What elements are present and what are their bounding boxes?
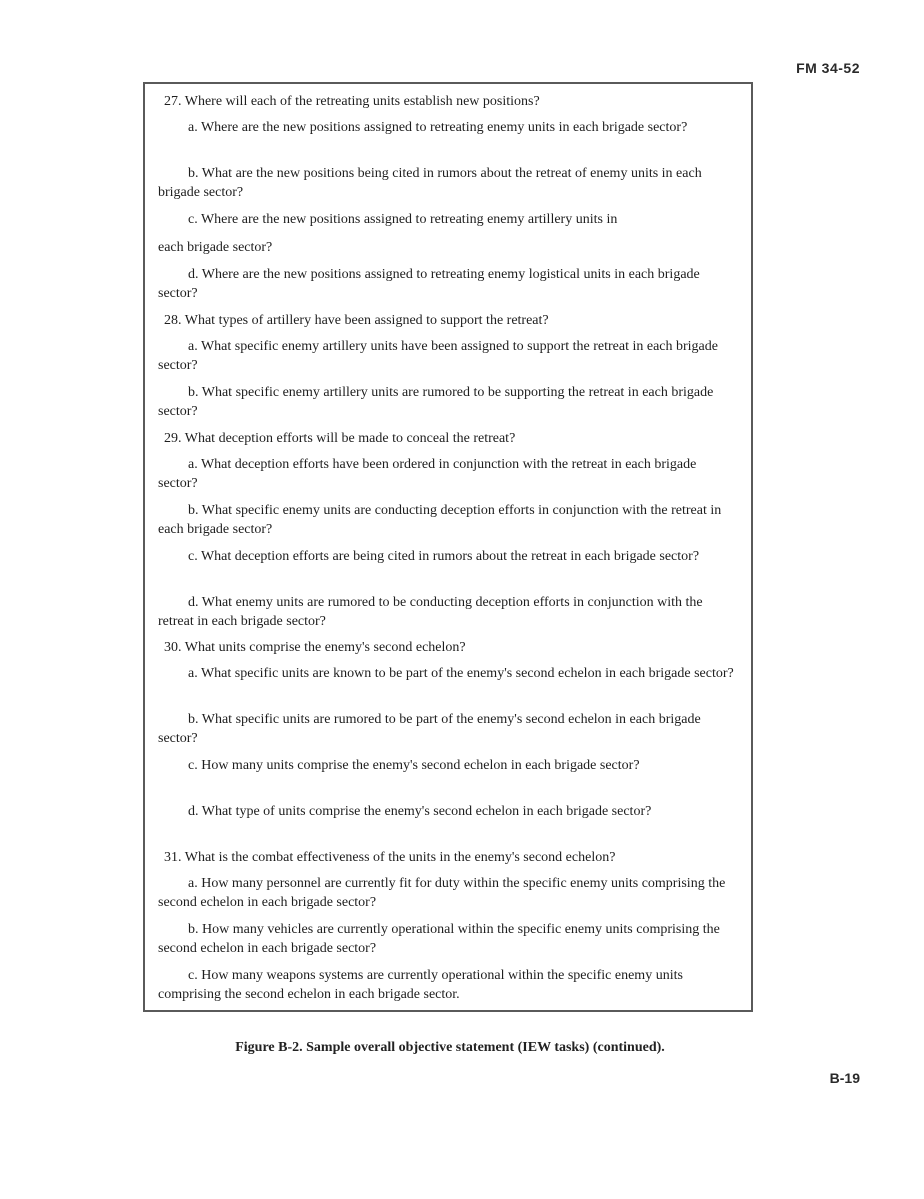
question-29: 29. What deception efforts will be made to conceal the retreat? [164,431,516,446]
question-30a: a. What specific units are known to be part of the enemy's second echelon in each brigade sector? [188,666,734,681]
question-27: 27. Where will each of the retreating units establish new positions? [164,94,540,109]
question-30d: d. What type of units comprise the enemy's second echelon in each brigade sector? [188,804,652,819]
question-30: 30. What units comprise the enemy's second echelon? [164,640,466,655]
page-number: B-19 [829,1070,860,1086]
question-29a: a. What deception efforts have been ordered in conjunction with the retreat in each brigade sector? [158,457,697,491]
figure-caption: Figure B-2. Sample overall objective statement (IEW tasks) (continued). [235,1040,665,1055]
question-31a: a. How many personnel are currently fit for duty within the specific enemy units comprising the second echelon in each brigade sector? [158,876,726,910]
question-27d: d. Where are the new positions assigned to retreating enemy logistical units in each brigade sector? [158,267,700,301]
question-27b: b. What are the new positions being cited in rumors about the retreat of enemy units in each brigade sector? [158,166,702,200]
question-29d: d. What enemy units are rumored to be conducting deception efforts in conjunction with the retreat in each brigade sector? [158,595,703,629]
question-27a: a. Where are the new positions assigned to retreating enemy units in each brigade sector? [188,120,688,135]
question-30c: c. How many units comprise the enemy's second echelon in each brigade sector? [188,758,640,773]
question-31: 31. What is the combat effectiveness of the units in the enemy's second echelon? [164,850,616,865]
question-28b: b. What specific enemy artillery units are rumored to be supporting the retreat in each brigade sector? [158,385,714,419]
document-header-code: FM 34-52 [796,60,860,76]
question-27c: c. Where are the new positions assigned to retreating enemy artillery units in [188,212,618,227]
question-29b: b. What specific enemy units are conducting deception efforts in conjunction with the retreat in each brigade sector? [158,503,722,537]
question-27c-cont: each brigade sector? [158,240,273,255]
question-28: 28. What types of artillery have been assigned to support the retreat? [164,313,549,328]
question-31c: c. How many weapons systems are currently operational within the specific enemy units comprising the second echelon in each brigade sector. [158,968,683,1002]
question-31b: b. How many vehicles are currently operational within the specific enemy units comprising the second echelon in each brigade sector? [158,922,720,956]
question-29c: c. What deception efforts are being cited in rumors about the retreat in each brigade sector? [188,549,700,564]
question-30b: b. What specific units are rumored to be part of the enemy's second echelon in each brigade sector? [158,712,701,746]
question-28a: a. What specific enemy artillery units have been assigned to support the retreat in each brigade sector? [158,339,718,373]
